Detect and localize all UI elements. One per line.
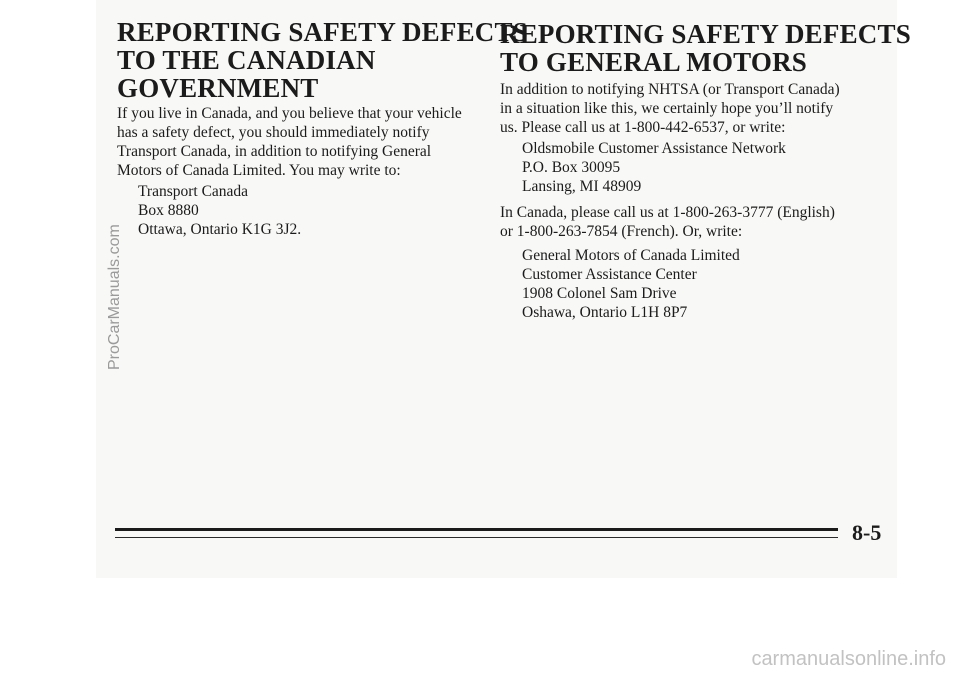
heading-canadian-government [117,18,528,102]
text-line: If you live in Canada, and you believe that your vehicle [117,105,462,122]
address-line: General Motors of Canada Limited [522,247,740,264]
text-line: or 1-800-263-7854 (French). Or, write: [500,223,743,240]
address-transport-canada [138,182,301,239]
watermark-procarmanuals: ProCarManuals.com [106,224,123,370]
address-line: 1908 Colonel Sam Drive [522,285,677,302]
address-line: Oshawa, Ontario L1H 8P7 [522,304,688,321]
paragraph-canada-phone [500,203,835,241]
paragraph-canada-intro [117,104,462,180]
text-line: has a safety defect, you should immediately notify [117,124,430,141]
address-line: Customer Assistance Center [522,266,697,283]
address-line: Oldsmobile Customer Assistance Network [522,140,786,157]
text-line: In addition to notifying NHTSA (or Transport Canada) [500,81,840,98]
page-number: 8-5 [852,520,882,545]
footer-rule-thin [115,537,838,538]
heading-line: REPORTING SAFETY DEFECTS [500,19,911,49]
footer-rule-thick [115,528,838,531]
text-line: Motors of Canada Limited. You may write to: [117,162,401,179]
heading-line: REPORTING SAFETY DEFECTS [117,17,528,47]
address-line: P.O. Box 30095 [522,159,621,176]
address-line: Transport Canada [138,183,249,200]
paragraph-notify-gm [500,80,840,137]
address-gm-canada [522,246,740,322]
heading-line: TO THE CANADIAN [117,45,376,75]
address-line: Ottawa, Ontario K1G 3J2. [138,221,302,238]
text-line: Transport Canada, in addition to notifying General [117,143,432,160]
text-line: us. Please call us at 1-800-442-6537, or write: [500,119,786,136]
text-line: in a situation like this, we certainly hope you’ll notify [500,100,834,117]
heading-general-motors [500,20,911,76]
heading-line: TO GENERAL MOTORS [500,47,807,77]
text-line: In Canada, please call us at 1-800-263-3777 (English) [500,204,835,221]
address-line: Lansing, MI 48909 [522,178,642,195]
watermark-carmanualsonline: carmanualsonline.info [751,648,946,670]
heading-line: GOVERNMENT [117,73,319,103]
address-line: Box 8880 [138,202,199,219]
address-oldsmobile [522,139,786,196]
